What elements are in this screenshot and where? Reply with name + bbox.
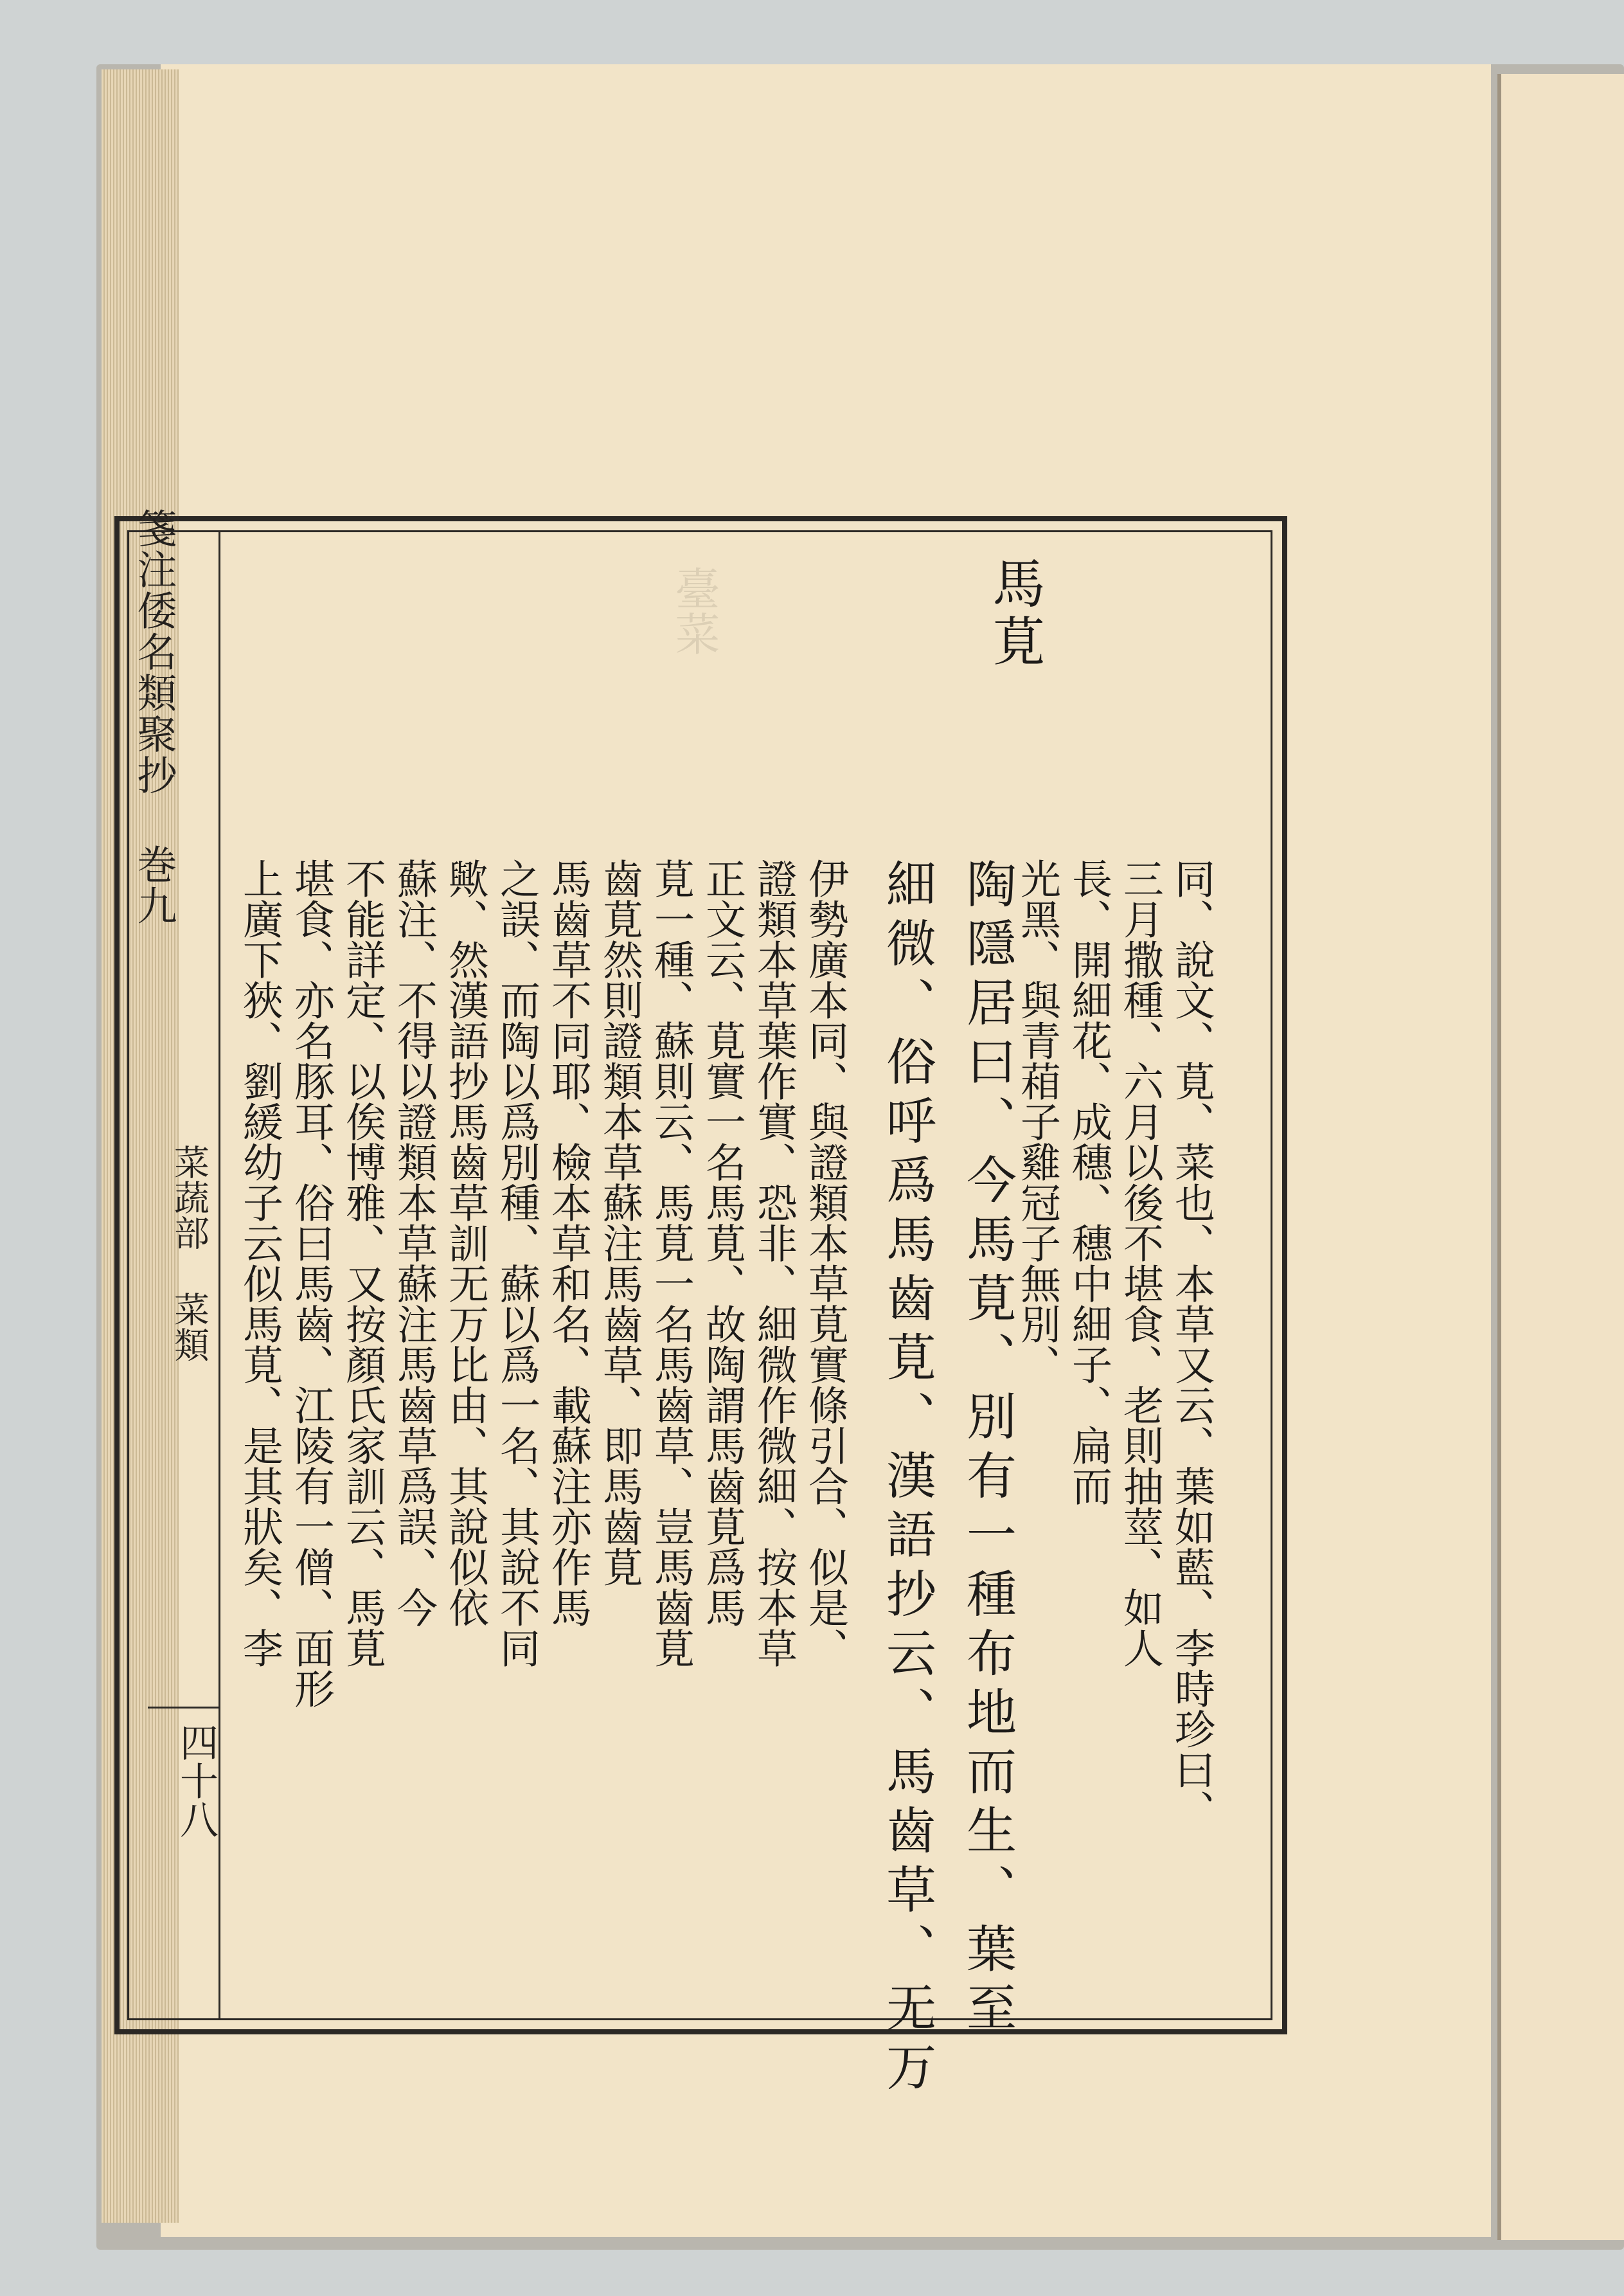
text-column-3: 長、開細花、成穗、穗中細子、扁而 bbox=[1066, 858, 1112, 1506]
text-column-18: 上廣下狹、劉緩幼子云似馬莧、是其狀矣、李 bbox=[236, 858, 283, 1668]
text-column-5: 陶隱居曰、今馬莧、別有一種布地而生、葉至 bbox=[958, 858, 1016, 2041]
text-column-13: 之誤、而陶以爲別種、蘇以爲一名、其說不同 bbox=[494, 858, 540, 1668]
text-column-11: 齒莧然則證類本草蘇注馬齒草、即馬齒莧 bbox=[596, 858, 643, 1587]
text-column-9: 正文云、莧實一名馬莧、故陶謂馬齒莧爲馬 bbox=[699, 858, 746, 1628]
category-label: 菜蔬部 菜類 bbox=[168, 1144, 210, 1362]
text-column-16: 不能詳定、以俟博雅、又按顏氏家訓云、馬莧 bbox=[339, 858, 386, 1668]
page-number: 四十八 bbox=[174, 1723, 219, 1838]
page-number-rule bbox=[148, 1707, 219, 1709]
text-column-1: 同、說文、莧、菜也、本草又云、葉如藍、李時珍曰、 bbox=[1168, 858, 1215, 1830]
text-column-17: 堪食、亦名豚耳、俗曰馬齒、江陵有一僧、面形 bbox=[288, 858, 335, 1709]
text-column-7: 伊勢廣本同、與證類本草莧實條引合、似是、 bbox=[802, 858, 849, 1668]
show-through-text: 臺菜 bbox=[668, 566, 720, 656]
text-column-12: 馬齒草不同耶、檢本草和名、載蘇注亦作馬 bbox=[545, 858, 592, 1628]
book-title: 箋注倭名類聚抄 巻九 bbox=[130, 508, 177, 926]
text-column-10: 莧一種、蘇則云、馬莧一名馬齒草、豈馬齒莧 bbox=[648, 858, 695, 1668]
text-column-14: 歟、然漢語抄馬齒草訓无万比由、其說似依 bbox=[442, 858, 489, 1628]
text-column-6: 細微、俗呼爲馬齒莧、漢語抄云、馬齒草、无万 bbox=[878, 858, 936, 2100]
text-column-8: 證類本草葉作實、恐非、細微作微細、按本草 bbox=[751, 858, 798, 1668]
text-column-4: 光黑、與青葙子雞冠子無別、 bbox=[1014, 858, 1061, 1385]
right-page bbox=[1497, 74, 1624, 2240]
text-column-15: 蘇注、不得以證類本草蘇注馬齒草爲誤、今 bbox=[391, 858, 438, 1628]
text-column-2: 三月撒種、六月以後不堪食、老則抽莖、如人 bbox=[1117, 858, 1164, 1668]
entry-heading: 馬莧 bbox=[984, 556, 1045, 672]
